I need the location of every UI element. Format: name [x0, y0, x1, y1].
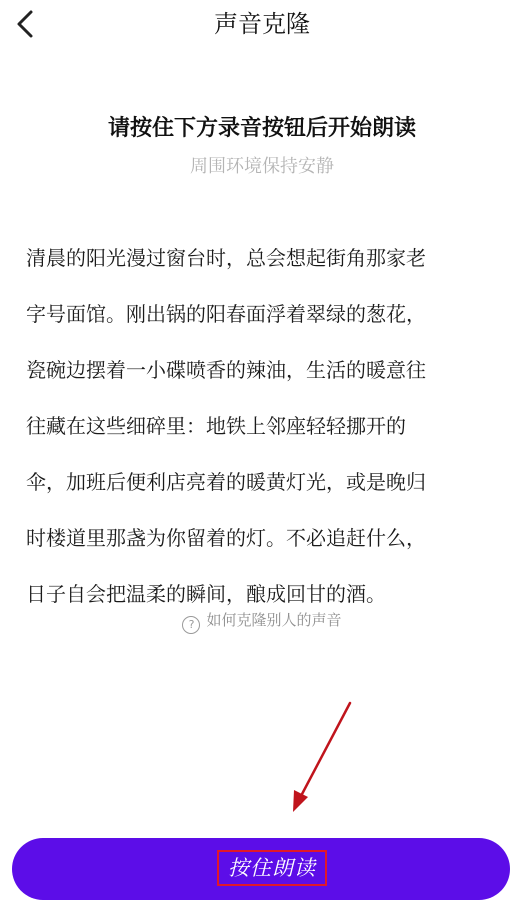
help-circle-icon: ?	[182, 616, 200, 634]
top-bar	[0, 0, 524, 48]
hold-to-record-button[interactable]	[12, 838, 510, 900]
record-button-label: 按住朗读	[217, 850, 327, 886]
reading-passage	[26, 230, 500, 622]
passage-line: 字号面馆。刚出锅的阳春面浮着翠绿的葱花，	[26, 302, 426, 326]
page-title: 声音克隆	[214, 10, 310, 38]
passage-line: 清晨的阳光漫过窗台时，总会想起街角那家老	[26, 246, 426, 270]
passage-line: 伞，加班后便利店亮着的暖黄灯光，或是晚归	[26, 470, 426, 494]
passage-line: 瓷碗边摆着一小碟喷香的辣油，生活的暖意往	[26, 358, 426, 382]
passage-line: 时楼道里那盏为你留着的灯。不必追赶什么，	[26, 526, 426, 550]
help-link-label: 如何克隆别人的声音	[206, 611, 342, 629]
instruction-heading: 请按住下方录音按钮后开始朗读	[107, 116, 416, 141]
passage-line: 往藏在这些细碎里：地铁上邻座轻轻挪开的	[26, 414, 406, 438]
help-link-clone-others[interactable]	[0, 608, 524, 634]
instruction-subtitle: 周围环境保持安静	[190, 156, 334, 177]
passage-line: 日子自会把温柔的瞬间，酿成回甘的酒。	[26, 582, 386, 606]
